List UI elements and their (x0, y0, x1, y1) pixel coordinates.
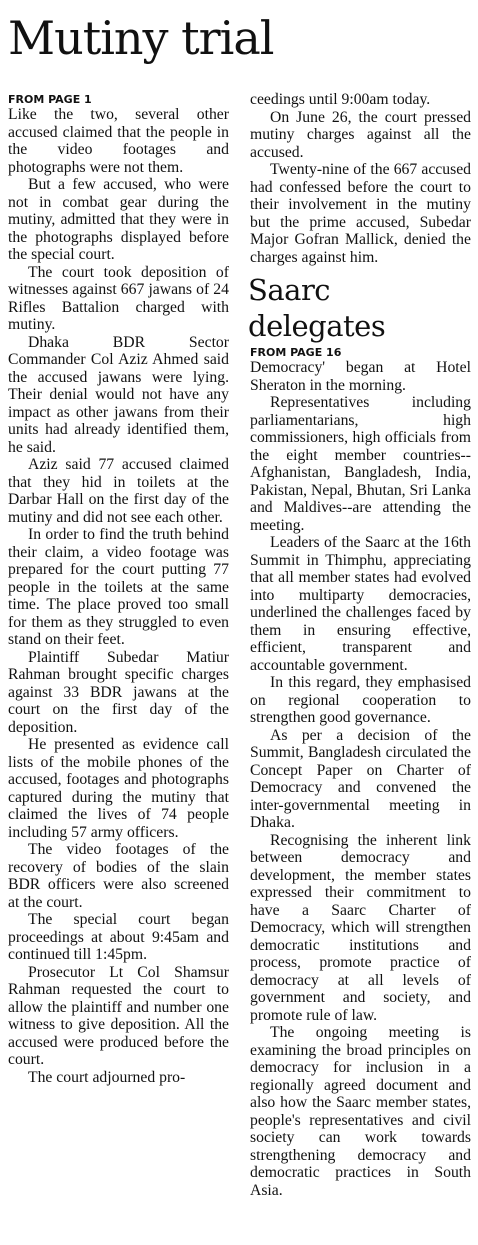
article-paragraph: Prosecutor Lt Col Shamsur Rahman requested the court to allow the plaintiff and number one witness to give deposition. All the accused were produced before the court. (8, 963, 229, 1068)
right-column (250, 91, 471, 1199)
left-column (8, 91, 229, 1086)
article-paragraph: But a few accused, who were not in combat gear during the mutiny, admitted that they were in the photographs displayed before the special court. (8, 176, 229, 263)
article-paragraph: The ongoing meeting is examining the broad principles on democracy for inclusion in a regionally agreed document and also how the Saarc member states, people's representatives and civil society can work towards strengthening democracy and democratic practices in South Asia. (250, 1024, 471, 1199)
article-paragraph: Twenty-nine of the 667 accused had confessed before the court to their involvement in the mutiny but the prime accused, Subedar Major Gofran Mallick, denied the charges against him. (250, 161, 471, 266)
article-paragraph: In order to find the truth behind their claim, a video footage was prepared for the court putting 77 people in the toilets at the same time. The place proved too small for them as they struggled to even stand on their feet. (8, 526, 229, 648)
article-paragraph: Representatives including parliamentarians, high commissioners, high officials from the eight member countries--Afghanistan, Bangladesh, India, Pakistan, Nepal, Bhutan, Sri Lanka and Maldives--are attending the meeting. (250, 394, 471, 534)
article-paragraph: As per a decision of the Summit, Bangladesh circulated the Concept Paper on Charter of Democracy and convened the inter-governmental meeting in Dhaka. (250, 726, 471, 831)
article-paragraph: Plaintiff Subedar Matiur Rahman brought specific charges against 33 BDR jawans at the court on the first day of the deposition. (8, 648, 229, 736)
article-paragraph: Democracy' began at Hotel Sheraton in the morning. (250, 359, 471, 394)
article-paragraph: The court adjourned pro- (28, 1068, 186, 1086)
article-paragraph: The court took deposition of witnesses against 667 jawans of 24 Rifles Battalion charged with mutiny. (8, 263, 229, 333)
article-paragraph: Like the two, several other accused claimed that the people in the video footages and photographs were not them. (8, 106, 229, 176)
article-paragraph: Leaders of the Saarc at the 16th Summit in Thimphu, appreciating that all member states had evolved into multiparty democracies, underlined the challenges faced by them in ensuring effective, efficient, transparent and accountable government. (250, 534, 471, 674)
article-paragraph: ceedings until 9:00am today. (250, 91, 431, 108)
article-paragraph: He presented as evidence call lists of the mobile phones of the accused, footages and photographs captured during the mutiny that claimed the lives of 74 people including 57 army officers. (8, 736, 229, 841)
article-paragraph: Recognising the inherent link between democracy and development, the member states expressed their commitment to have a Saarc Charter of Democracy, which will strengthen democratic institutions and process, promote practice of democracy at all levels of government and society, and promote rule of law. (250, 831, 471, 1024)
continuation-kicker: FROM PAGE 16 (250, 346, 342, 359)
article-paragraph: On June 26, the court pressed mutiny charges against all the accused. (250, 108, 471, 161)
subheadline: Saarc delegates (248, 273, 386, 343)
headline: Mutiny trial (8, 11, 274, 65)
article-paragraph: The video footages of the recovery of bodies of the slain BDR officers were also screened at the court. (8, 841, 229, 911)
article-paragraph: The special court began proceedings at about 9:45am and continued till 1:45pm. (8, 911, 229, 963)
article-paragraph: Aziz said 77 accused claimed that they hid in toilets at the Darbar Hall on the first day of the mutiny and did not see each other. (8, 456, 229, 526)
continuation-kicker: FROM PAGE 1 (8, 93, 92, 106)
article-paragraph: Dhaka BDR Sector Commander Col Aziz Ahmed said the accused jawans were lying. Their denial would not have any impact as other jawans from their units had already identified them, he said. (8, 333, 229, 456)
article-paragraph: In this regard, they emphasised on regional cooperation to strengthen good governance. (250, 674, 471, 726)
